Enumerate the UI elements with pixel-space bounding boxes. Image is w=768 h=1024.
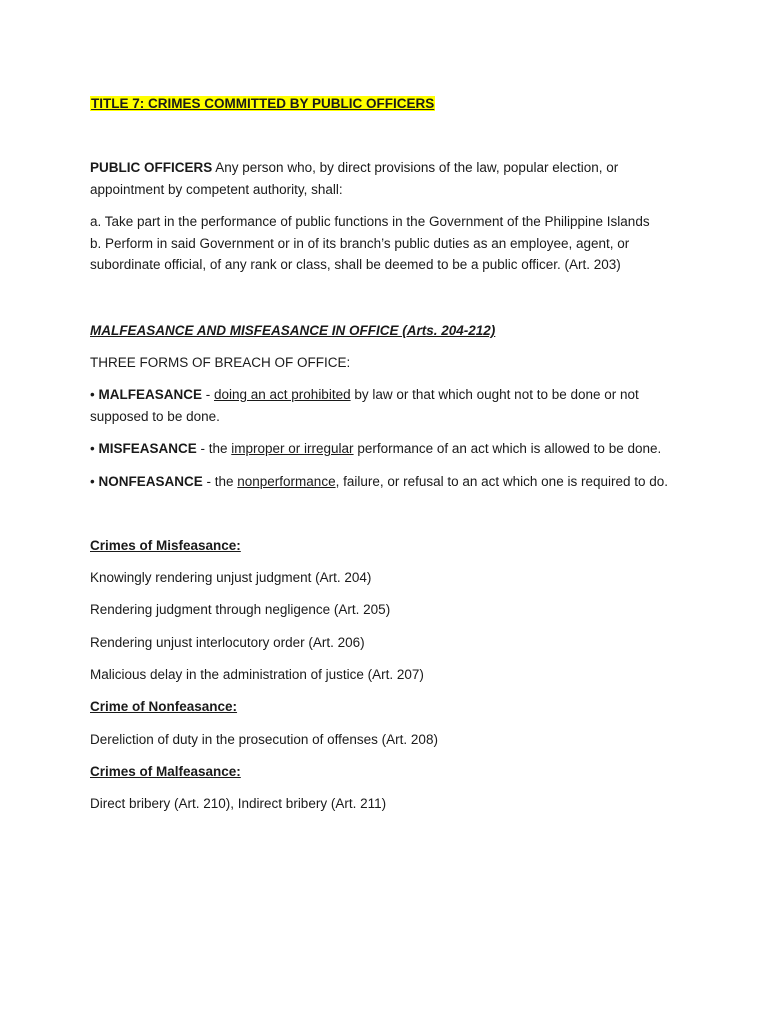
definition-line-2: appointment by competent authority, shall:	[90, 181, 343, 197]
forms-intro: THREE FORMS OF BREACH OF OFFICE:	[90, 355, 351, 370]
misfeasance-pre: - the	[196, 441, 232, 456]
misfeasance-definition	[90, 438, 690, 460]
definition-line-1	[90, 157, 690, 179]
misfeasance-crimes-heading-line	[90, 535, 690, 557]
list-item: Malicious delay in the administration of justice (Art. 207)	[90, 667, 424, 682]
malfeasance-crimes-heading: Crimes of Malfeasance:	[90, 764, 241, 779]
list-item: Rendering judgment through negligence (Art. 205)	[90, 602, 391, 617]
nonfeasance-key-phrase: nonperformance	[237, 474, 336, 489]
condition-a: a. Take part in the performance of public functions in the Government of the Philippine Islands	[90, 214, 650, 229]
nonfeasance-term: NONFEASANCE	[98, 474, 203, 489]
nonfeasance-crime-heading-line	[90, 696, 690, 718]
public-officers-term: PUBLIC OFFICERS	[90, 160, 213, 175]
dash: -	[201, 387, 214, 402]
misfeasance-crimes-heading: Crimes of Misfeasance:	[90, 538, 241, 553]
malfeasance-rest: by law or that which ought not to be done or not	[350, 387, 639, 402]
list-item: Rendering unjust interlocutory order (Art. 206)	[90, 635, 365, 650]
malfeasance-key-phrase: doing an act prohibited	[213, 387, 351, 402]
condition-b-line-1: b. Perform in said Government or in of its branch’s public duties as an employee, agent, or	[90, 235, 630, 251]
section-heading-line	[90, 320, 690, 342]
nonfeasance-rest: , failure, or refusal to an act which one is required to do.	[335, 474, 669, 489]
misfeasance-key-phrase: improper or irregular	[231, 441, 354, 456]
malfeasance-term: MALFEASANCE	[98, 387, 202, 402]
misfeasance-term: MISFEASANCE	[98, 441, 197, 456]
malfeasance-crimes-heading-line	[90, 761, 690, 783]
bullet: •	[90, 474, 99, 489]
malfeasance-line-1	[90, 384, 690, 406]
nonfeasance-definition	[90, 471, 690, 493]
nonfeasance-pre: - the	[202, 474, 238, 489]
malfeasance-definition	[90, 384, 690, 427]
nonfeasance-crime-heading: Crime of Nonfeasance:	[90, 699, 238, 714]
list-item: Dereliction of duty in the prosecution of offenses (Art. 208)	[90, 732, 438, 747]
public-officer-conditions	[90, 211, 690, 276]
document-title-line	[90, 93, 690, 115]
section-heading: MALFEASANCE AND MISFEASANCE IN OFFICE (Arts. 204-212)	[90, 323, 496, 338]
document-title: TITLE 7: CRIMES COMMITTED BY PUBLIC OFFICERS	[91, 96, 435, 111]
bullet: •	[90, 441, 99, 456]
misfeasance-rest: performance of an act which is allowed to be done.	[353, 441, 662, 456]
public-officers-definition	[90, 157, 690, 200]
list-item: Direct bribery (Art. 210), Indirect bribery (Art. 211)	[90, 796, 387, 811]
list-item: Knowingly rendering unjust judgment (Art. 204)	[90, 570, 372, 585]
malfeasance-line-2: supposed to be done.	[90, 408, 220, 424]
condition-b-line-2: subordinate official, of any rank or class, shall be deemed to be a public officer. (Art. 203)	[90, 257, 621, 272]
bullet: •	[90, 387, 99, 402]
definition-text-1: Any person who, by direct provisions of the law, popular election, or	[212, 160, 619, 175]
